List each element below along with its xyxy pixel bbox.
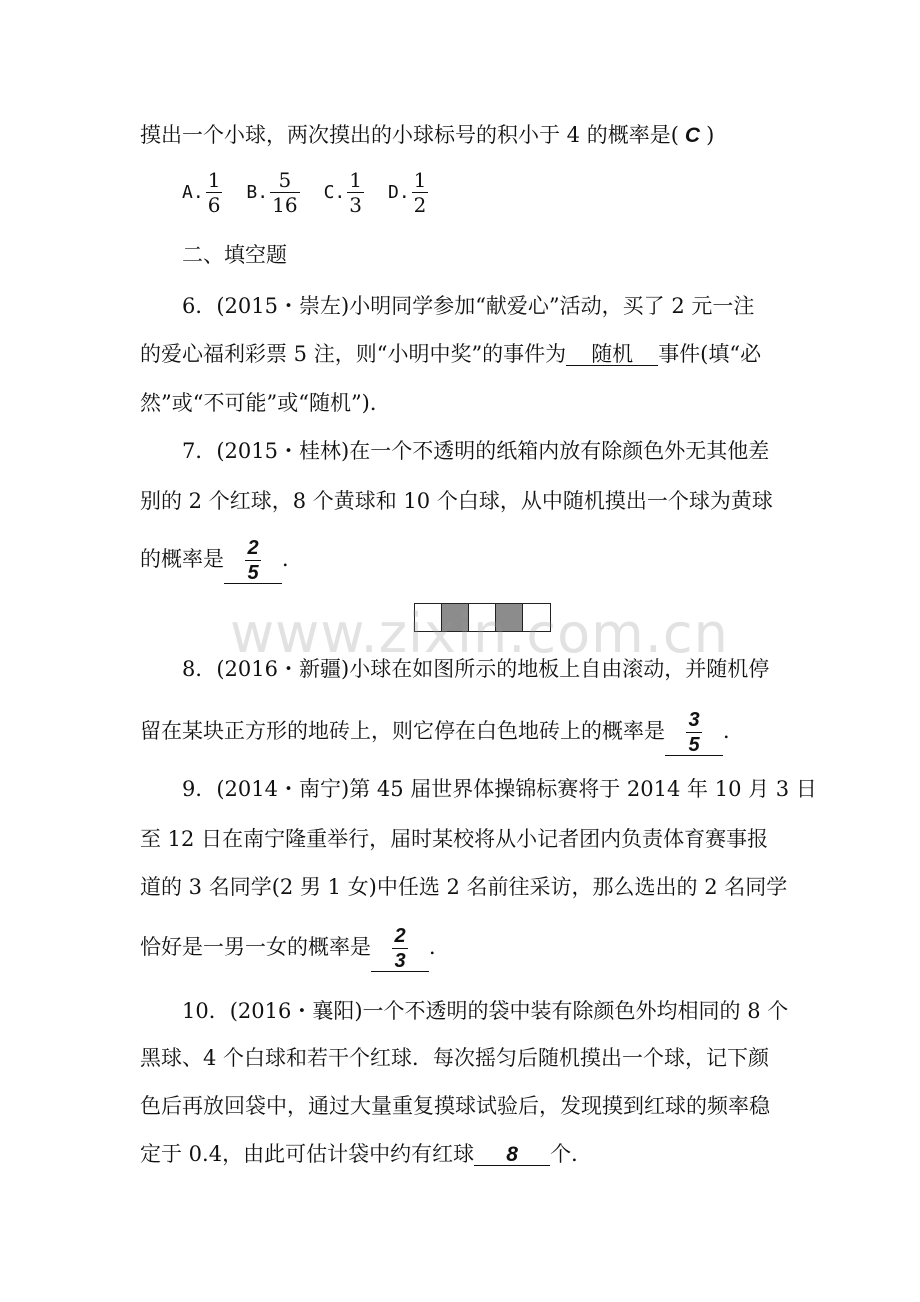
denominator: 6	[207, 193, 221, 217]
q9-line1: 9．(2014・南宁)第 45 届世界体操锦标赛将于 2014 年 10 月 3 日	[182, 777, 817, 801]
option-fraction	[412, 170, 429, 215]
denominator: 3	[349, 193, 362, 217]
q9-line4	[140, 926, 450, 972]
section-title: 二、填空题	[182, 243, 287, 267]
q7-answer-blank	[224, 538, 282, 584]
q6-text: 的爱心福利彩票 5 注，则“小明中奖”的事件为	[140, 342, 567, 366]
denominator: 5	[688, 734, 700, 756]
option-label: A.	[182, 182, 204, 203]
option-d	[388, 170, 430, 215]
option-a	[182, 170, 224, 215]
numerator: 2	[247, 537, 259, 559]
numerator: 1	[349, 168, 362, 192]
floor-tile-white	[415, 604, 442, 631]
q6-text-post: 事件(填“必	[658, 342, 762, 366]
q9-text: 恰好是一男一女的概率是	[140, 935, 371, 959]
q5-text: 摸出一个小球，两次摸出的小球标号的积小于 4 的概率是(	[140, 123, 679, 147]
numerator: 1	[413, 168, 427, 192]
option-label: D.	[387, 182, 410, 203]
option-label: B.	[246, 182, 269, 203]
q7-line1: 7．(2015・桂林)在一个不透明的纸箱内放有除颜色外无其他差	[182, 439, 770, 463]
q9-text-post: ．	[429, 935, 450, 959]
option-fraction	[206, 170, 223, 215]
q7-text-post: ．	[282, 547, 303, 571]
watermark-text: www.zixin.com.cn	[230, 602, 729, 665]
q10-line4	[140, 1144, 592, 1166]
q9-line2: 至 12 日在南宁隆重举行，届时某校将从小记者团内负责体育赛事报	[140, 827, 769, 851]
q10-line2: 黑球、4 个白球和若干个红球．每次摇匀后随机摸出一个球，记下颜	[140, 1046, 770, 1070]
q10-text: 定于 0.4，由此可估计袋中约有红球	[140, 1142, 475, 1166]
q5-answer: C	[684, 124, 701, 147]
option-b	[246, 170, 301, 215]
q5-close: )	[706, 123, 715, 147]
q8-text: 留在某块正方形的地砖上，则它停在白色地砖上的概率是	[140, 719, 665, 743]
q6-answer-blank	[566, 344, 658, 366]
q10-line1: 10．(2016・襄阳)一个不透明的袋中装有除颜色外均相同的 8 个	[182, 999, 789, 1023]
q6-line2	[140, 344, 761, 366]
q7-line3	[140, 538, 303, 584]
denominator: 3	[394, 950, 406, 972]
q8-text-post: ．	[723, 719, 744, 743]
q7-line2: 别的 2 个红球，8 个黄球和 10 个白球，从中随机摸出一个球为黄球	[140, 489, 773, 513]
option-c	[324, 170, 366, 215]
q7-text: 的概率是	[140, 547, 224, 571]
floor-tile-gray	[496, 604, 523, 631]
denominator: 5	[247, 562, 259, 584]
q8-line1: 8．(2016・新疆)小球在如图所示的地板上自由滚动，并随机停	[182, 657, 770, 681]
q10-text-post: 个．	[550, 1142, 593, 1166]
q5-options	[182, 170, 430, 215]
denominator: 16	[272, 193, 298, 217]
q10-answer-blank	[474, 1144, 550, 1166]
option-fraction	[347, 170, 364, 215]
numerator: 3	[688, 709, 700, 731]
q9-line3: 道的 3 名同学(2 男 1 女)中任选 2 名前往采访，那么选出的 2 名同学	[140, 875, 788, 899]
q6-answer: 随机	[591, 342, 634, 366]
q10-answer: 8	[506, 1143, 518, 1166]
floor-tile-gray	[442, 604, 469, 631]
q8-line2	[140, 710, 744, 756]
q8-answer-fraction	[686, 710, 701, 755]
numerator: 5	[278, 168, 292, 192]
numerator: 1	[207, 168, 221, 192]
option-fraction	[270, 170, 299, 215]
q6-line3: 然”或“不可能”或“随机”)．	[140, 391, 391, 415]
numerator: 2	[394, 925, 406, 947]
q10-line3: 色后再放回袋中，通过大量重复摸球试验后，发现摸到红球的频率稳	[140, 1094, 770, 1118]
q5-line	[140, 125, 714, 146]
option-label: C.	[323, 182, 346, 203]
floor-tiles-figure	[414, 603, 551, 632]
q7-answer-fraction	[245, 538, 260, 583]
q9-answer-blank	[371, 926, 429, 972]
floor-tile-white	[523, 604, 550, 631]
q8-answer-blank	[665, 710, 723, 756]
q9-answer-fraction	[392, 926, 407, 971]
denominator: 2	[413, 193, 427, 217]
floor-tile-white	[469, 604, 496, 631]
q6-line1: 6．(2015・崇左)小明同学参加“献爱心”活动，买了 2 元一注	[182, 294, 755, 318]
